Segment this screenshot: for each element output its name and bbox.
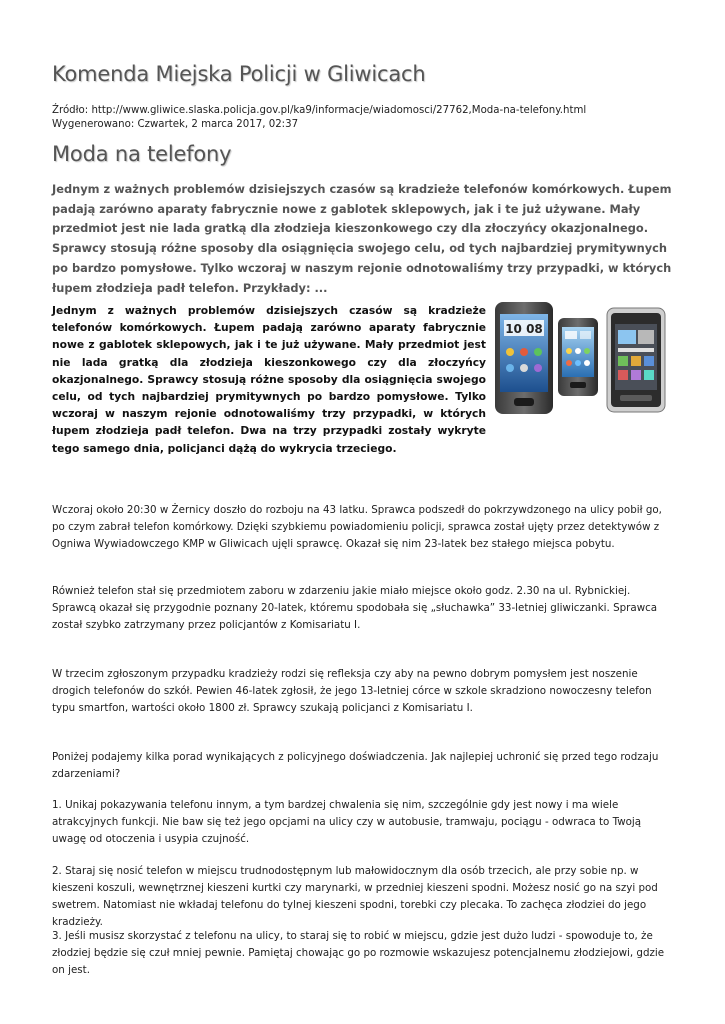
paragraph-4: Poniżej podajemy kilka porad wynikających z policyjnego doświadczenia. Jak najlepiej uchronić się przed tego rodzaju zdarzeniami? (52, 751, 659, 780)
paragraph-3: W trzecim zgłoszonym przypadku kradzieży rodzi się refleksja czy aby na pewno dobrym pomysłem jest noszenie drogich telefonów do szkół. Pewien 46-latek zgłosił, że jego 13-letniej córce w szkole skradziono nowoczesny telefon typu smartfon, wartości około 1800 zł. Sprawcy szukają policjanci z Komisariatu I. (52, 668, 652, 714)
paragraph-2: Również telefon stał się przedmiotem zaboru w zdarzeniu jakie miało miejsce około godz. 2.30 na ul. Rybnickiej. Sprawcą okazał się przygodnie poznany 20-latek, któremu spodobała się „słuchawka” 33-letniej gliwiczanki. Sprawca został szybko zatrzymany przez policjantów z Komisariatu I. (52, 585, 658, 631)
article-title: Moda na telefony (52, 142, 232, 166)
phone-3 (607, 308, 665, 412)
tip-2: 2. Staraj się nosić telefon w miejscu trudnodostępnym lub małowidocznym dla osób trzecich, ale przy sobie np. w kieszeni koszuli, wewnętrznej kieszeni kurtki czy marynarki, w przedniej kieszeni spodni. Możesz nosić go na szyi pod swetrem. Natomiast nie wkładaj telefonu do tylnej kieszeni spodni, torebki czy plecaka. To zachęca złodziei do jego kradzieży. (52, 865, 658, 928)
article-intro: Jednym z ważnych problemów dzisiejszych czasów są kradzieże telefonów komórkowych. Łupem padają zarówno aparaty fabrycznie nowe z gablotek sklepowych, jak i te już używane. Mały przedmiot jest nie lada gratką dla złodzieja kieszonkowego czy dla złoczyńcy okazjonalnego. Sprawcy stosują różne sposoby dla osiągnięcia swojego celu, od tych najbardziej prymitywnych po bardzo pomysłowe. Tylko wczoraj w naszym rejonie odnotowaliśmy trzy przypadki, w których łupem złodzieja padł telefon. Dwa na trzy przypadki zostały wykryte tego samego dnia, policjanci dążą do wykrycia trzeciego. (52, 304, 486, 455)
phone-1 (495, 302, 553, 414)
generated-line: Wygenerowano: Czwartek, 2 marca 2017, 02:37 (52, 119, 299, 130)
article-lead: Jednym z ważnych problemów dzisiejszych czasów są kradzieże telefonów komórkowych. Łupem padają zarówno aparaty fabrycznie nowe z gablotek sklepowych, jak i te już używane. Mały przedmiot jest nie lada gratką dla złodzieja kieszonkowego czy dla złoczyńcy okazjonalnego. Sprawcy stosują różne sposoby dla osiągnięcia swojego celu, od tych najbardziej prymitywnych po bardzo pomysłowe. Tylko wczoraj w naszym rejonie odnotowaliśmy trzy przypadki, w których łupem złodzieja padł telefon. Przykłady: ... (52, 182, 672, 295)
tip-3: 3. Jeśli musisz skorzystać z telefonu na ulicy, to staraj się to robić w miejscu, gdzie jest dużo ludzi - spowoduje to, że złodziej będzie się czuł mniej pewnie. Pamiętaj chowając go po rozmowie wskazujesz potencjalnemu złodziejowi, gdzie on jest. (52, 930, 665, 976)
source-line: Źródło: http://www.gliwice.slaska.policja.gov.pl/ka9/informacje/wiadomosci/27762,Moda-na-telefony.html (52, 105, 587, 116)
phone-clock-text: 10 08 (505, 322, 543, 336)
document-meta (52, 104, 586, 132)
site-title: Komenda Miejska Policji w Gliwicach (52, 62, 426, 86)
tip-1: 1. Unikaj pokazywania telefonu innym, a tym bardzej chwalenia się nim, szczególnie gdy jest nowy i ma wiele atrakcyjnych funkcji. Nie baw się też jego opcjami na ulicy czy w autobusie, tramwaju, pociągu - odwraca to Twoją uwagę od otoczenia i usypia czujność. (52, 799, 642, 845)
paragraph-1: Wczoraj około 20:30 w Żernicy doszło do rozboju na 43 latku. Sprawca podszedł do pokrzywdzonego na ulicy pobił go, po czym zabrał telefon komórkowy. Dzięki szybkiemu powiadomieniu policji, sprawca został ujęty przez detektywów z Ogniwa Wywiadowczego KMP w Gliwicach ujęli sprawcę. Okazał się nim 23-latek bez stałego miejsca pobytu. (52, 504, 662, 550)
phone-2 (558, 318, 598, 396)
phones-image (492, 296, 672, 418)
